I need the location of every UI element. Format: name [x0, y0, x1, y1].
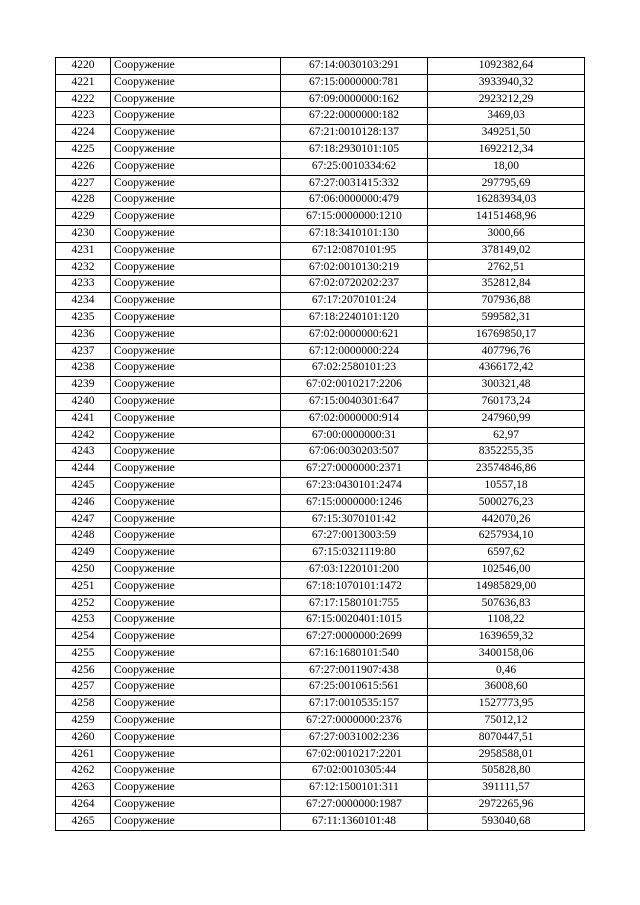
object-type-cell: Сооружение [111, 578, 281, 595]
table-row [56, 377, 585, 394]
table-row [56, 713, 585, 730]
row-number-cell: 4245 [56, 477, 111, 494]
table-row [56, 141, 585, 158]
row-number-cell: 4247 [56, 511, 111, 528]
cadastral-number-cell: 67:23:0430101:2474 [281, 477, 428, 494]
object-type-cell: Сооружение [111, 612, 281, 629]
row-number-cell: 4223 [56, 108, 111, 125]
value-cell: 36008,60 [428, 679, 585, 696]
table-row [56, 175, 585, 192]
table-row [56, 696, 585, 713]
row-number-cell: 4229 [56, 209, 111, 226]
value-cell: 5000276,23 [428, 494, 585, 511]
cadastral-number-cell: 67:27:0000000:2699 [281, 629, 428, 646]
cadastral-number-cell: 67:18:3410101:130 [281, 225, 428, 242]
row-number-cell: 4254 [56, 629, 111, 646]
object-type-cell: Сооружение [111, 242, 281, 259]
cadastral-number-cell: 67:17:1580101:755 [281, 595, 428, 612]
value-cell: 8352255,35 [428, 444, 585, 461]
table-row [56, 561, 585, 578]
value-cell: 62,97 [428, 427, 585, 444]
row-number-cell: 4232 [56, 259, 111, 276]
object-type-cell: Сооружение [111, 74, 281, 91]
value-cell: 1639659,32 [428, 629, 585, 646]
cadastral-number-cell: 67:27:0000000:2371 [281, 461, 428, 478]
row-number-cell: 4262 [56, 763, 111, 780]
table-row [56, 309, 585, 326]
cadastral-number-cell: 67:02:0010130:219 [281, 259, 428, 276]
cadastral-number-cell: 67:02:2580101:23 [281, 360, 428, 377]
object-type-cell: Сооружение [111, 545, 281, 562]
table-row [56, 125, 585, 142]
value-cell: 8070447,51 [428, 729, 585, 746]
table-row [56, 276, 585, 293]
cadastral-number-cell: 67:17:2070101:24 [281, 293, 428, 310]
table-row [56, 293, 585, 310]
cadastral-number-cell: 67:03:1220101:200 [281, 561, 428, 578]
row-number-cell: 4227 [56, 175, 111, 192]
table-row [56, 797, 585, 814]
table-row [56, 746, 585, 763]
row-number-cell: 4233 [56, 276, 111, 293]
cadastral-number-cell: 67:15:3070101:42 [281, 511, 428, 528]
row-number-cell: 4238 [56, 360, 111, 377]
value-cell: 2762,51 [428, 259, 585, 276]
table-row [56, 578, 585, 595]
object-type-cell: Сооружение [111, 360, 281, 377]
table-row [56, 393, 585, 410]
object-type-cell: Сооружение [111, 494, 281, 511]
value-cell: 407796,76 [428, 343, 585, 360]
row-number-cell: 4221 [56, 74, 111, 91]
table-row [56, 91, 585, 108]
cadastral-number-cell: 67:15:0321119:80 [281, 545, 428, 562]
cadastral-number-cell: 67:16:1680101:540 [281, 645, 428, 662]
object-type-cell: Сооружение [111, 427, 281, 444]
value-cell: 352812,84 [428, 276, 585, 293]
row-number-cell: 4241 [56, 410, 111, 427]
value-cell: 4366172,42 [428, 360, 585, 377]
cadastral-number-cell: 67:21:0010128:137 [281, 125, 428, 142]
table-row [56, 494, 585, 511]
row-number-cell: 4225 [56, 141, 111, 158]
value-cell: 442070,26 [428, 511, 585, 528]
row-number-cell: 4242 [56, 427, 111, 444]
row-number-cell: 4252 [56, 595, 111, 612]
row-number-cell: 4261 [56, 746, 111, 763]
object-type-cell: Сооружение [111, 141, 281, 158]
value-cell: 349251,50 [428, 125, 585, 142]
value-cell: 593040,68 [428, 813, 585, 830]
value-cell: 6257934,10 [428, 528, 585, 545]
cadastral-number-cell: 67:15:0000000:1246 [281, 494, 428, 511]
object-type-cell: Сооружение [111, 813, 281, 830]
table-row [56, 679, 585, 696]
row-number-cell: 4230 [56, 225, 111, 242]
value-cell: 2972265,96 [428, 797, 585, 814]
value-cell: 14985829,00 [428, 578, 585, 595]
object-type-cell: Сооружение [111, 561, 281, 578]
cadastral-number-cell: 67:27:0013003:59 [281, 528, 428, 545]
value-cell: 0,46 [428, 662, 585, 679]
row-number-cell: 4236 [56, 326, 111, 343]
table-row [56, 158, 585, 175]
cadastral-number-cell: 67:02:0000000:914 [281, 410, 428, 427]
value-cell: 297795,69 [428, 175, 585, 192]
cadastral-number-cell: 67:02:0010305:44 [281, 763, 428, 780]
table-row [56, 461, 585, 478]
object-type-cell: Сооружение [111, 696, 281, 713]
object-type-cell: Сооружение [111, 259, 281, 276]
value-cell: 507636,83 [428, 595, 585, 612]
row-number-cell: 4257 [56, 679, 111, 696]
object-type-cell: Сооружение [111, 91, 281, 108]
table-row [56, 74, 585, 91]
value-cell: 760173,24 [428, 393, 585, 410]
table-row [56, 444, 585, 461]
row-number-cell: 4240 [56, 393, 111, 410]
value-cell: 3469,03 [428, 108, 585, 125]
object-type-cell: Сооружение [111, 343, 281, 360]
object-type-cell: Сооружение [111, 763, 281, 780]
table-row [56, 192, 585, 209]
value-cell: 14151468,96 [428, 209, 585, 226]
table-row [56, 326, 585, 343]
registry-table-body [56, 58, 585, 831]
cadastral-number-cell: 67:12:0870101:95 [281, 242, 428, 259]
value-cell: 3933940,32 [428, 74, 585, 91]
value-cell: 3000,66 [428, 225, 585, 242]
row-number-cell: 4231 [56, 242, 111, 259]
object-type-cell: Сооружение [111, 410, 281, 427]
value-cell: 505828,80 [428, 763, 585, 780]
object-type-cell: Сооружение [111, 444, 281, 461]
row-number-cell: 4228 [56, 192, 111, 209]
cadastral-number-cell: 67:14:0030103:291 [281, 58, 428, 75]
table-row [56, 58, 585, 75]
table-row [56, 780, 585, 797]
value-cell: 1692212,34 [428, 141, 585, 158]
table-row [56, 209, 585, 226]
cadastral-number-cell: 67:17:0010535:157 [281, 696, 428, 713]
value-cell: 6597,62 [428, 545, 585, 562]
value-cell: 2958588,01 [428, 746, 585, 763]
object-type-cell: Сооружение [111, 595, 281, 612]
value-cell: 10557,18 [428, 477, 585, 494]
table-row [56, 612, 585, 629]
cadastral-number-cell: 67:25:0010334:62 [281, 158, 428, 175]
value-cell: 16283934,03 [428, 192, 585, 209]
row-number-cell: 4249 [56, 545, 111, 562]
object-type-cell: Сооружение [111, 175, 281, 192]
table-row [56, 629, 585, 646]
object-type-cell: Сооружение [111, 326, 281, 343]
row-number-cell: 4263 [56, 780, 111, 797]
table-row [56, 528, 585, 545]
cadastral-number-cell: 67:18:1070101:1472 [281, 578, 428, 595]
cadastral-number-cell: 67:02:0010217:2206 [281, 377, 428, 394]
object-type-cell: Сооружение [111, 645, 281, 662]
table-row [56, 545, 585, 562]
value-cell: 300321,48 [428, 377, 585, 394]
cadastral-number-cell: 67:27:0000000:2376 [281, 713, 428, 730]
cadastral-number-cell: 67:02:0000000:621 [281, 326, 428, 343]
value-cell: 707936,88 [428, 293, 585, 310]
value-cell: 1108,22 [428, 612, 585, 629]
table-row [56, 645, 585, 662]
value-cell: 3400158,06 [428, 645, 585, 662]
value-cell: 391111,57 [428, 780, 585, 797]
object-type-cell: Сооружение [111, 158, 281, 175]
row-number-cell: 4260 [56, 729, 111, 746]
object-type-cell: Сооружение [111, 58, 281, 75]
row-number-cell: 4246 [56, 494, 111, 511]
cadastral-number-cell: 67:27:0000000:1987 [281, 797, 428, 814]
row-number-cell: 4226 [56, 158, 111, 175]
row-number-cell: 4222 [56, 91, 111, 108]
row-number-cell: 4264 [56, 797, 111, 814]
object-type-cell: Сооружение [111, 108, 281, 125]
object-type-cell: Сооружение [111, 125, 281, 142]
object-type-cell: Сооружение [111, 225, 281, 242]
object-type-cell: Сооружение [111, 477, 281, 494]
object-type-cell: Сооружение [111, 293, 281, 310]
cadastral-number-cell: 67:02:0010217:2201 [281, 746, 428, 763]
cadastral-number-cell: 67:02:0720202:237 [281, 276, 428, 293]
object-type-cell: Сооружение [111, 511, 281, 528]
row-number-cell: 4244 [56, 461, 111, 478]
object-type-cell: Сооружение [111, 662, 281, 679]
cadastral-number-cell: 67:06:0030203:507 [281, 444, 428, 461]
table-row [56, 360, 585, 377]
value-cell: 16769850,17 [428, 326, 585, 343]
cadastral-number-cell: 67:15:0000000:781 [281, 74, 428, 91]
table-row [56, 511, 585, 528]
object-type-cell: Сооружение [111, 528, 281, 545]
object-type-cell: Сооружение [111, 309, 281, 326]
row-number-cell: 4224 [56, 125, 111, 142]
row-number-cell: 4258 [56, 696, 111, 713]
cadastral-number-cell: 67:15:0020401:1015 [281, 612, 428, 629]
cadastral-number-cell: 67:11:1360101:48 [281, 813, 428, 830]
value-cell: 75012,12 [428, 713, 585, 730]
table-row [56, 427, 585, 444]
object-type-cell: Сооружение [111, 192, 281, 209]
cadastral-number-cell: 67:18:2240101:120 [281, 309, 428, 326]
table-row [56, 763, 585, 780]
value-cell: 18,00 [428, 158, 585, 175]
row-number-cell: 4220 [56, 58, 111, 75]
cadastral-number-cell: 67:25:0010615:561 [281, 679, 428, 696]
cadastral-number-cell: 67:09:0000000:162 [281, 91, 428, 108]
table-row [56, 242, 585, 259]
row-number-cell: 4255 [56, 645, 111, 662]
value-cell: 599582,31 [428, 309, 585, 326]
table-row [56, 595, 585, 612]
row-number-cell: 4253 [56, 612, 111, 629]
table-row [56, 225, 585, 242]
object-type-cell: Сооружение [111, 629, 281, 646]
value-cell: 1092382,64 [428, 58, 585, 75]
cadastral-number-cell: 67:22:0000000:182 [281, 108, 428, 125]
table-row [56, 813, 585, 830]
object-type-cell: Сооружение [111, 276, 281, 293]
row-number-cell: 4239 [56, 377, 111, 394]
object-type-cell: Сооружение [111, 780, 281, 797]
cadastral-number-cell: 67:27:0011907:438 [281, 662, 428, 679]
cadastral-number-cell: 67:12:0000000:224 [281, 343, 428, 360]
row-number-cell: 4259 [56, 713, 111, 730]
row-number-cell: 4250 [56, 561, 111, 578]
cadastral-number-cell: 67:00:0000000:31 [281, 427, 428, 444]
object-type-cell: Сооружение [111, 679, 281, 696]
row-number-cell: 4237 [56, 343, 111, 360]
cadastral-number-cell: 67:15:0000000:1210 [281, 209, 428, 226]
value-cell: 23574846,86 [428, 461, 585, 478]
object-type-cell: Сооружение [111, 377, 281, 394]
object-type-cell: Сооружение [111, 729, 281, 746]
cadastral-number-cell: 67:27:0031002:236 [281, 729, 428, 746]
row-number-cell: 4265 [56, 813, 111, 830]
object-type-cell: Сооружение [111, 713, 281, 730]
object-type-cell: Сооружение [111, 746, 281, 763]
object-type-cell: Сооружение [111, 461, 281, 478]
table-row [56, 477, 585, 494]
table-row [56, 259, 585, 276]
table-row [56, 729, 585, 746]
cadastral-number-cell: 67:15:0040301:647 [281, 393, 428, 410]
table-row [56, 108, 585, 125]
object-type-cell: Сооружение [111, 209, 281, 226]
value-cell: 378149,02 [428, 242, 585, 259]
cadastral-number-cell: 67:18:2930101:105 [281, 141, 428, 158]
row-number-cell: 4248 [56, 528, 111, 545]
value-cell: 247960,99 [428, 410, 585, 427]
table-row [56, 410, 585, 427]
value-cell: 2923212,29 [428, 91, 585, 108]
value-cell: 102546,00 [428, 561, 585, 578]
cadastral-number-cell: 67:06:0000000:479 [281, 192, 428, 209]
row-number-cell: 4235 [56, 309, 111, 326]
object-type-cell: Сооружение [111, 797, 281, 814]
cadastral-number-cell: 67:12:1500101:311 [281, 780, 428, 797]
value-cell: 1527773,95 [428, 696, 585, 713]
table-row [56, 662, 585, 679]
row-number-cell: 4256 [56, 662, 111, 679]
row-number-cell: 4243 [56, 444, 111, 461]
object-type-cell: Сооружение [111, 393, 281, 410]
row-number-cell: 4251 [56, 578, 111, 595]
row-number-cell: 4234 [56, 293, 111, 310]
table-row [56, 343, 585, 360]
registry-table [55, 57, 585, 831]
cadastral-number-cell: 67:27:0031415:332 [281, 175, 428, 192]
